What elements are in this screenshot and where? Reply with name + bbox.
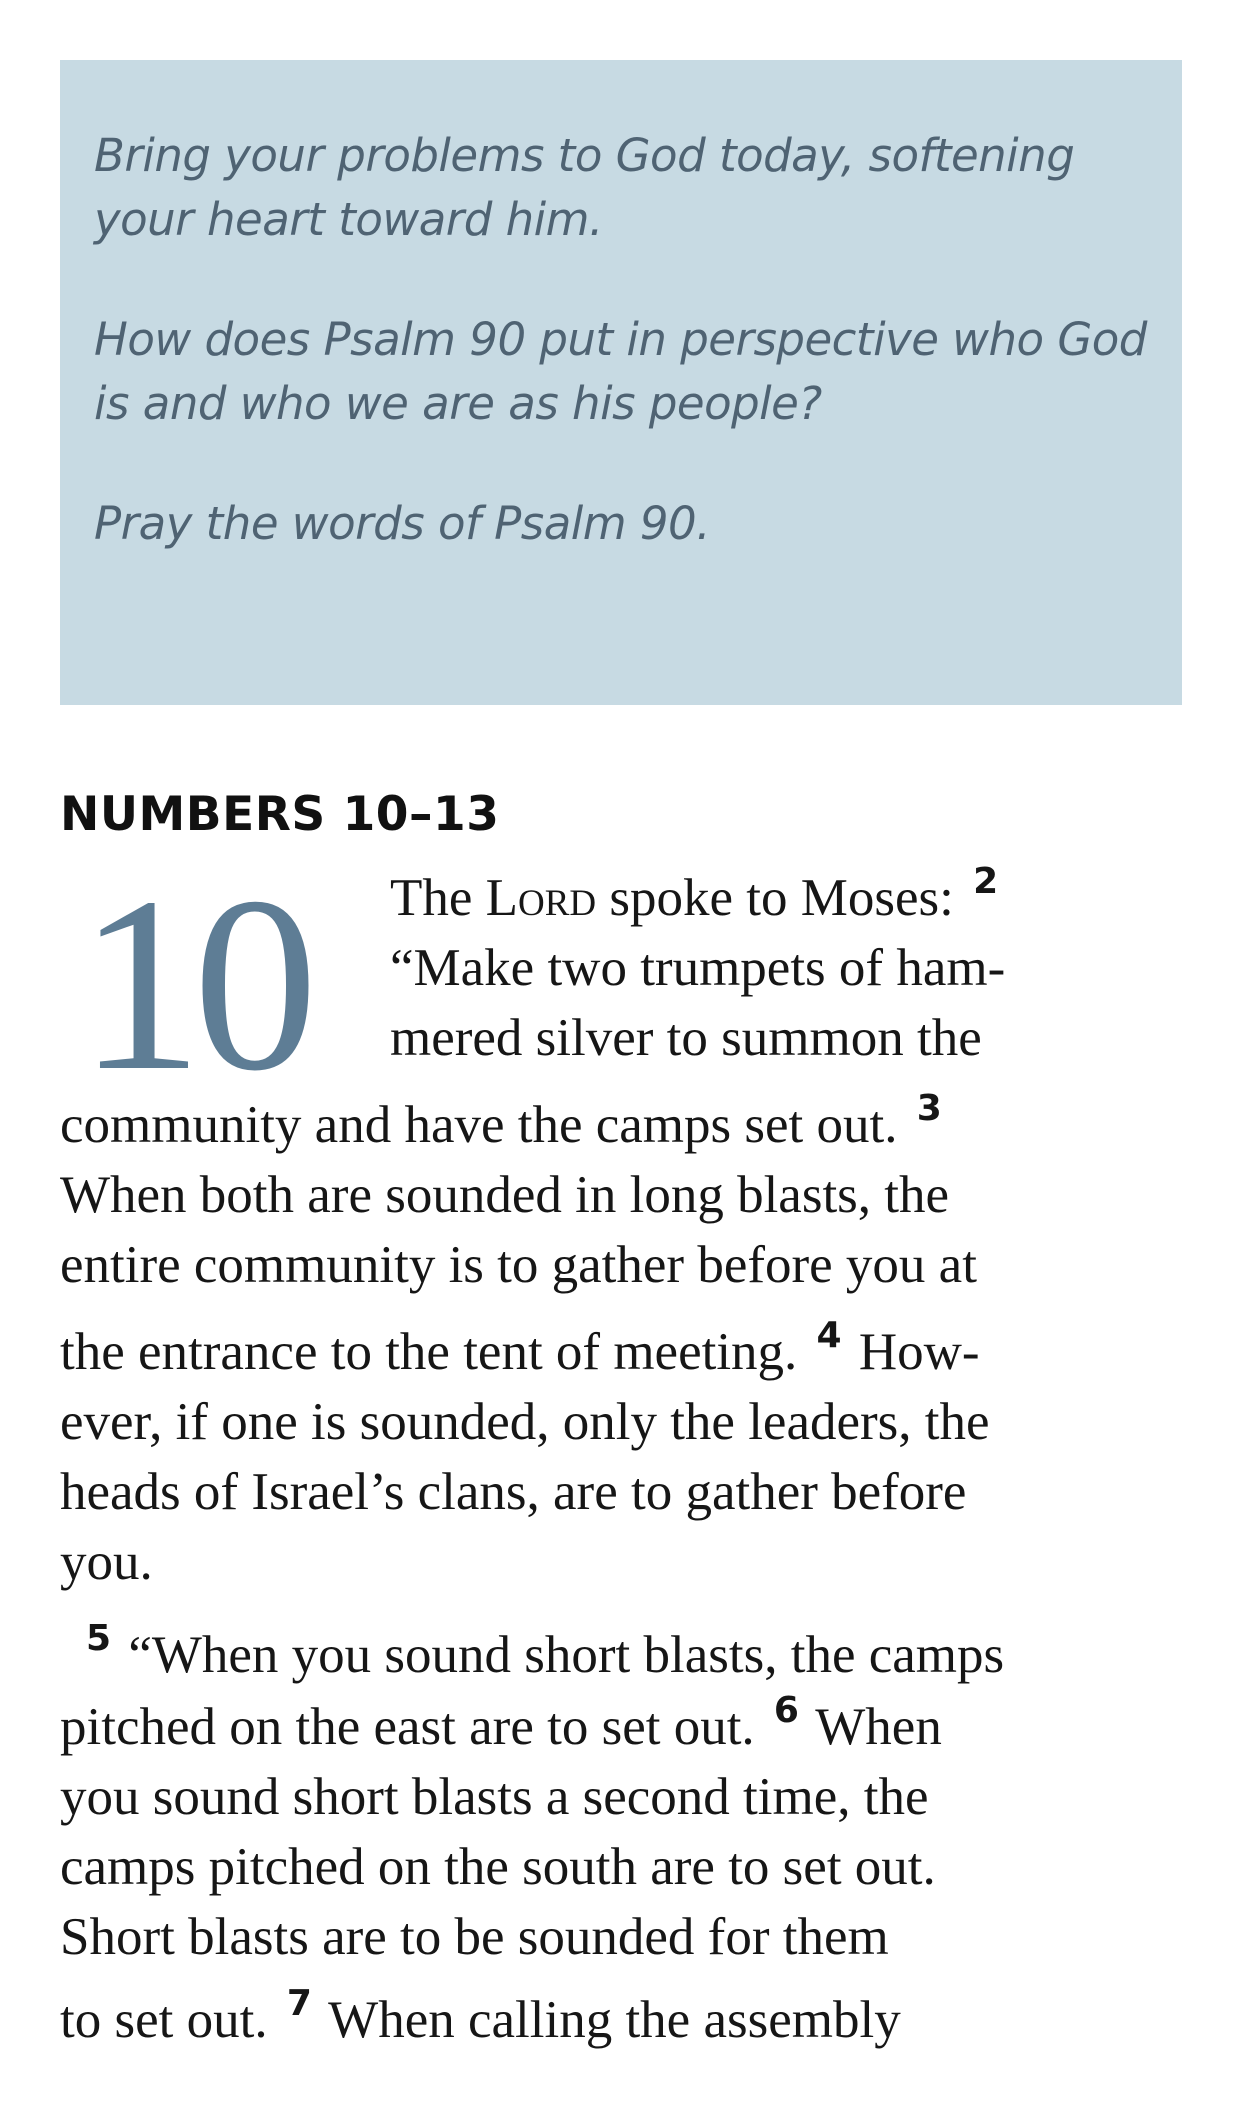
text-span: The — [390, 869, 486, 927]
text-span: spoke to Moses: — [596, 869, 968, 927]
text-line: Short blasts are to be sounded for them — [60, 1908, 889, 1966]
text-line: you sound short blasts a second time, the — [60, 1768, 929, 1826]
callout-paragraph: Pray the words of Psalm 90. — [94, 497, 710, 550]
text-line: mered silver to summon the — [390, 1009, 982, 1067]
text-line — [60, 1692, 942, 1768]
verse-number: 6 — [773, 1690, 799, 1731]
text-span: pitched on the east are to set out. — [60, 1698, 768, 1756]
callout-paragraph: How does Psalm 90 put in perspective who God is and who we are as his people? — [94, 313, 1147, 430]
text-line — [60, 1090, 946, 1166]
text-line: entire community is to gather before you at — [60, 1236, 977, 1294]
text-span: community and have the camps set out. — [60, 1096, 911, 1154]
text-line: heads of Israel’s clans, are to gather before — [60, 1463, 967, 1521]
text-line: ever, if one is sounded, only the leaders, the — [60, 1393, 990, 1451]
verse-number: 5 — [86, 1618, 112, 1659]
verse-number: 3 — [916, 1088, 942, 1129]
text-line: you. — [60, 1533, 153, 1591]
text-line: “Make two trumpets of ham- — [390, 939, 1006, 997]
verse-number: 2 — [973, 861, 999, 902]
text-line — [60, 1317, 980, 1393]
text-span: “When you sound short blasts, the camps — [115, 1626, 1005, 1684]
lord-small-caps: Lord — [485, 869, 597, 927]
text-line — [60, 1985, 901, 2061]
verse-number: 4 — [816, 1315, 842, 1356]
verse-number: 7 — [286, 1983, 312, 2024]
chapter-number: 10 — [78, 846, 308, 1123]
text-line — [60, 1620, 1004, 1696]
text-line — [390, 863, 1002, 939]
text-span: the entrance to the tent of meeting. — [60, 1323, 811, 1381]
text-span: When — [802, 1698, 942, 1756]
section-heading: NUMBERS 10–13 — [60, 787, 500, 842]
text-span: to set out. — [60, 1991, 281, 2049]
text-line: When both are sounded in long blasts, the — [60, 1166, 950, 1224]
text-line: camps pitched on the south are to set out. — [60, 1838, 936, 1896]
reflection-callout — [60, 60, 1182, 705]
text-span: When calling the assembly — [315, 1991, 901, 2049]
text-span: How- — [845, 1323, 980, 1381]
callout-paragraph: Bring your problems to God today, softening your heart toward him. — [94, 129, 1075, 246]
